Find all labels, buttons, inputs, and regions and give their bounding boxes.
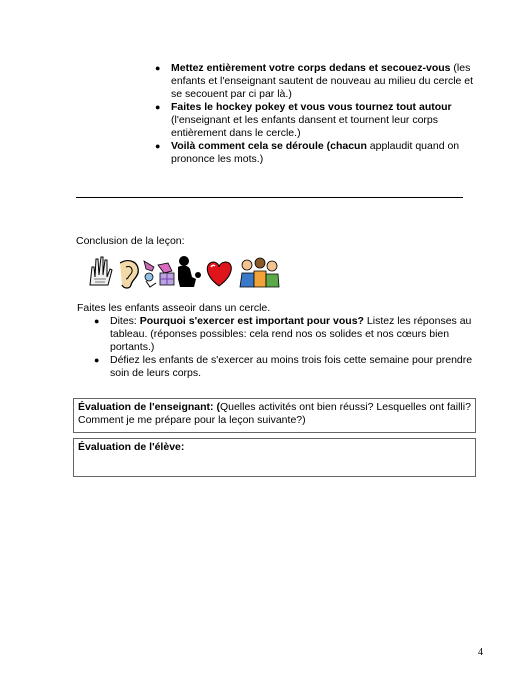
bullet-icon: ●: [155, 63, 161, 73]
ear-icon: [120, 261, 138, 288]
bottom-bullet-list: [94, 315, 475, 380]
children-group-icon: [240, 258, 279, 287]
item-text: applaudit quand on prononce les mots.): [171, 140, 460, 165]
page-number: 4: [478, 647, 483, 658]
heart-icon: [207, 262, 231, 286]
horizontal-divider: [76, 197, 463, 198]
item-text: Défiez les enfants de s'exercer au moins trois fois cette semaine pour prendre soin de leurs corps.: [110, 354, 473, 379]
teacher-evaluation-box: [73, 398, 476, 433]
intro-text: Faites les enfants asseoir dans un cercle.: [77, 302, 271, 314]
senses-icon-strip: [86, 253, 281, 291]
student-evaluation-box: [73, 438, 476, 477]
nose-icon: [144, 261, 156, 287]
top-bullet-list: [155, 62, 476, 166]
conclusion-heading: Conclusion de la leçon:: [76, 235, 185, 247]
bullet-icon: ●: [94, 355, 100, 365]
teacher-eval-text: Quelles activités ont bien réussi? Lesquelles ont failli? Comment je me prépare pour la leçon suivante?): [78, 401, 471, 426]
mouth-icon: [158, 263, 174, 285]
list-item: [155, 62, 476, 101]
item-text: Listez les réponses au tableau. (réponses possibles: cela rend nos os solides et nos cœurs bien portants.): [110, 315, 472, 353]
list-item: [155, 140, 476, 166]
bullet-icon: ●: [94, 316, 100, 326]
student-eval-label: Évaluation de l'élève:: [78, 441, 185, 453]
item-text: (les enfants et l'enseignant sautent de nouveau au milieu du cercle et se secouent par ci par là.): [171, 62, 474, 100]
item-bold: Mettez entièrement votre corps dedans et secouez-vous: [171, 62, 451, 74]
item-bold: Pourquoi s'exercer est important pour vous?: [139, 315, 364, 327]
list-item: [94, 315, 475, 354]
bullet-icon: ●: [155, 141, 161, 151]
list-item: [155, 101, 476, 140]
teacher-eval-label: Évaluation de l'enseignant: (: [78, 401, 220, 413]
item-bold: Faites le hockey pokey et vous vous tournez tout autour: [171, 101, 452, 113]
item-prefix: Dites:: [110, 315, 140, 327]
silhouette-icon: [178, 256, 201, 287]
bullet-icon: ●: [155, 102, 161, 112]
list-item: [94, 354, 475, 380]
item-bold: Voilà comment cela se déroule (chacun: [171, 140, 367, 152]
item-text: (l'enseignant et les enfants dansent et tournent leur corps entièrement dans le cercle.): [171, 114, 439, 139]
hand-icon: [90, 257, 112, 285]
